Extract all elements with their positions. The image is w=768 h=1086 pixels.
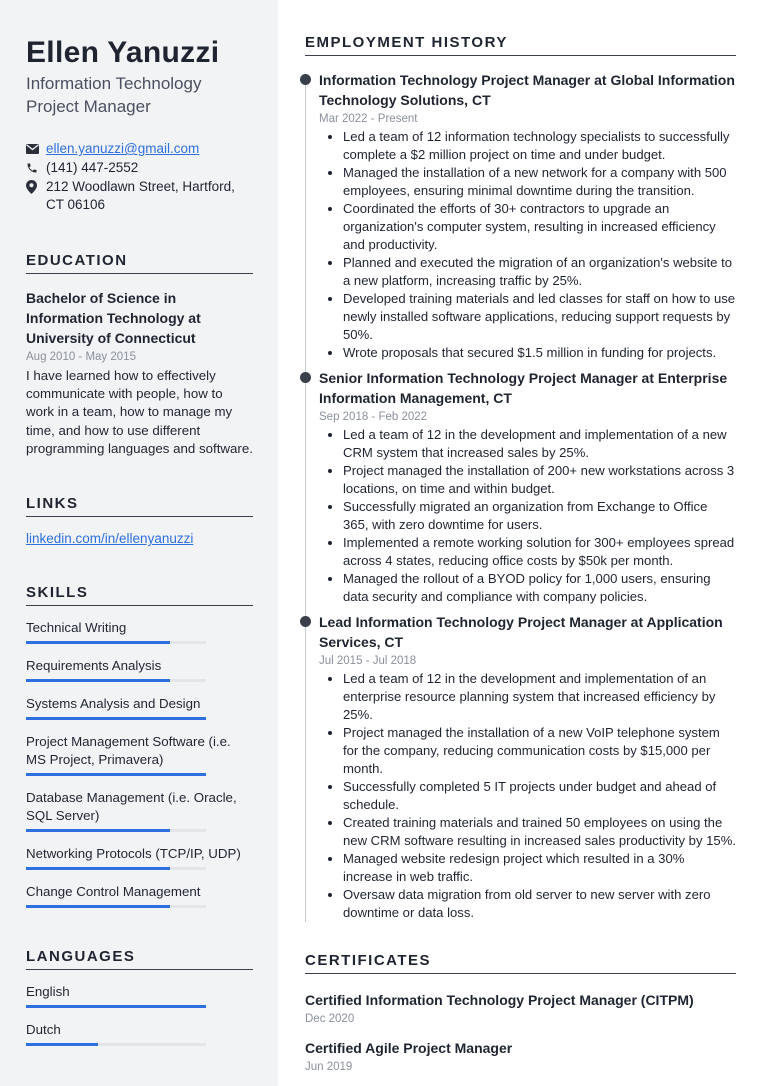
job-bullet: • Developed training materials and led classes for staff on how to use newly installed software applications, reducing support requests by 50%. xyxy=(343,290,736,344)
job-bullet: • Led a team of 12 information technology specialists to successfully complete a $2 million project on time and under budget. xyxy=(343,128,736,164)
jobs-list xyxy=(319,70,736,922)
links-heading: LINKS xyxy=(26,495,253,517)
level-bar-fill xyxy=(26,679,170,682)
certificate-date: Dec 2020 xyxy=(305,1013,355,1025)
language-name: English xyxy=(26,984,70,1000)
certificate-item xyxy=(305,990,736,1026)
candidate-name: Ellen Yanuzzi xyxy=(26,36,220,69)
job-bullets xyxy=(319,426,736,606)
job-entry xyxy=(319,70,736,362)
job-bullets xyxy=(319,128,736,362)
level-bar-track xyxy=(26,717,206,720)
education-dates: Aug 2010 - May 2015 xyxy=(26,351,136,363)
skill-item xyxy=(26,883,253,908)
certificates-list xyxy=(305,990,736,1074)
certificate-item xyxy=(305,1038,736,1074)
contact-email-row xyxy=(26,140,253,158)
job-bullet: • Planned and executed the migration of an organization's website to a new platform, increasing traffic by 25%. xyxy=(343,254,736,290)
job-bullet: • Managed website redesign project which resulted in a 30% increase in web traffic. xyxy=(343,850,736,886)
linkedin-link[interactable]: linkedin.com/in/ellenyanuzzi xyxy=(26,531,194,547)
job-dates: Sep 2018 - Feb 2022 xyxy=(319,411,428,423)
language-item xyxy=(26,983,253,1008)
map-pin-icon xyxy=(26,178,46,196)
certificate-name: Certified Agile Project Manager xyxy=(305,1040,513,1056)
job-bullet: • Successfully completed 5 IT projects under budget and ahead of schedule. xyxy=(343,778,736,814)
skill-item xyxy=(26,619,253,644)
job-dates: Jul 2015 - Jul 2018 xyxy=(319,655,417,667)
job-bullet: • Coordinated the efforts of 30+ contractors to upgrade an organization's computer system, resulting in increased efficiency and productivity. xyxy=(343,200,736,254)
level-bar-track xyxy=(26,1005,206,1008)
level-bar-track xyxy=(26,867,206,870)
level-bar-track xyxy=(26,773,206,776)
languages-list xyxy=(26,983,253,1046)
job-bullet: • Created training materials and trained 50 employees on using the new CRM software resulting in increased sales productivity by 15%. xyxy=(343,814,736,850)
level-bar-fill xyxy=(26,773,206,776)
education-description: I have learned how to effectively communicate with people, how to work in a team, how to manage my time, and how to use different programming languages and software. xyxy=(26,368,253,456)
job-bullet: • Led a team of 12 in the development and implementation of an enterprise resource planning system that increased efficiency by 25%. xyxy=(343,670,736,724)
job-bullet: • Wrote proposals that secured $1.5 million in funding for projects. xyxy=(343,344,736,362)
timeline-dot xyxy=(300,74,311,85)
level-bar-fill xyxy=(26,867,170,870)
skill-name: Database Management (i.e. Oracle, SQL Server) xyxy=(26,790,237,824)
contact-address-row xyxy=(26,178,253,214)
skill-item xyxy=(26,845,253,870)
timeline-dot xyxy=(300,372,311,383)
certificates-heading: CERTIFICATES xyxy=(305,952,736,974)
level-bar-fill xyxy=(26,717,206,720)
job-entry xyxy=(319,368,736,606)
skill-name: Networking Protocols (TCP/IP, UDP) xyxy=(26,846,241,862)
level-bar-track xyxy=(26,905,206,908)
job-bullet: • Managed the installation of a new network for a company with 500 employees, ensuring minimal downtime during the transition. xyxy=(343,164,736,200)
address: 212 Woodlawn Street, Hartford, CT 06106 xyxy=(46,179,235,212)
education-heading: EDUCATION xyxy=(26,252,253,274)
employment-timeline xyxy=(305,70,736,922)
language-item xyxy=(26,1021,253,1046)
level-bar-track xyxy=(26,641,206,644)
phone-number: (141) 447-2552 xyxy=(46,160,139,175)
candidate-title: Information Technology Project Manager xyxy=(26,74,202,116)
skill-item xyxy=(26,733,253,776)
skill-item xyxy=(26,657,253,682)
level-bar-track xyxy=(26,679,206,682)
certificates-section xyxy=(305,952,736,1074)
level-bar-fill xyxy=(26,1005,206,1008)
envelope-icon xyxy=(26,140,46,158)
skill-item xyxy=(26,695,253,720)
level-bar-fill xyxy=(26,829,170,832)
main-content xyxy=(278,0,768,1086)
job-entry xyxy=(319,612,736,922)
job-bullet: • Implemented a remote working solution for 300+ employees spread across 4 states, reducing office costs by $50k per month. xyxy=(343,534,736,570)
languages-heading: LANGUAGES xyxy=(26,948,253,970)
skill-name: Systems Analysis and Design xyxy=(26,696,201,712)
level-bar-fill xyxy=(26,641,170,644)
contact-phone-row xyxy=(26,159,253,177)
skills-list xyxy=(26,619,253,908)
skill-name: Technical Writing xyxy=(26,620,127,636)
skills-section xyxy=(26,584,253,908)
level-bar-fill xyxy=(26,1043,98,1046)
job-bullet: • Managed the rollout of a BYOD policy for 1,000 users, ensuring data security and compliance with company policies. xyxy=(343,570,736,606)
employment-section xyxy=(305,34,736,922)
job-title: Senior Information Technology Project Manager at Enterprise Information Management, CT xyxy=(319,370,728,406)
skill-name: Project Management Software (i.e. MS Project, Primavera) xyxy=(26,734,231,768)
job-bullet: • Project managed the installation of a new VoIP telephone system for the company, reducing communication costs by $15,000 per month. xyxy=(343,724,736,778)
employment-heading: EMPLOYMENT HISTORY xyxy=(305,34,736,56)
languages-section xyxy=(26,948,253,1046)
job-title: Information Technology Project Manager at Global Information Technology Solutions, CT xyxy=(319,72,735,108)
job-bullet: • Project managed the installation of 200+ new workstations across 3 locations, on time and within budget. xyxy=(343,462,736,498)
email-link[interactable]: ellen.yanuzzi@gmail.com xyxy=(46,141,200,156)
skill-item xyxy=(26,789,253,832)
education-section xyxy=(26,252,253,458)
job-title: Lead Information Technology Project Manager at Application Services, CT xyxy=(319,614,723,650)
phone-icon xyxy=(26,159,46,177)
job-bullet: • Oversaw data migration from old server to new server with zero downtime or data loss. xyxy=(343,886,736,922)
job-bullet: • Led a team of 12 in the development and implementation of a new CRM system that increased sales by 25%. xyxy=(343,426,736,462)
certificate-date: Jun 2019 xyxy=(305,1061,353,1073)
certificate-name: Certified Information Technology Project Manager (CITPM) xyxy=(305,992,694,1008)
timeline-dot xyxy=(300,616,311,627)
sidebar xyxy=(0,0,278,1086)
links-section xyxy=(26,495,253,546)
level-bar-track xyxy=(26,1043,206,1046)
skill-name: Requirements Analysis xyxy=(26,658,162,674)
job-bullet: • Successfully migrated an organization from Exchange to Office 365, with zero downtime for users. xyxy=(343,498,736,534)
job-bullets xyxy=(319,670,736,922)
level-bar-track xyxy=(26,829,206,832)
skill-name: Change Control Management xyxy=(26,884,201,900)
level-bar-fill xyxy=(26,905,170,908)
contact-section xyxy=(26,140,253,214)
language-name: Dutch xyxy=(26,1022,61,1038)
education-degree: Bachelor of Science in Information Technology at University of Connecticut xyxy=(26,290,201,346)
job-dates: Mar 2022 - Present xyxy=(319,113,418,125)
skills-heading: SKILLS xyxy=(26,584,253,606)
timeline-line xyxy=(305,78,306,922)
